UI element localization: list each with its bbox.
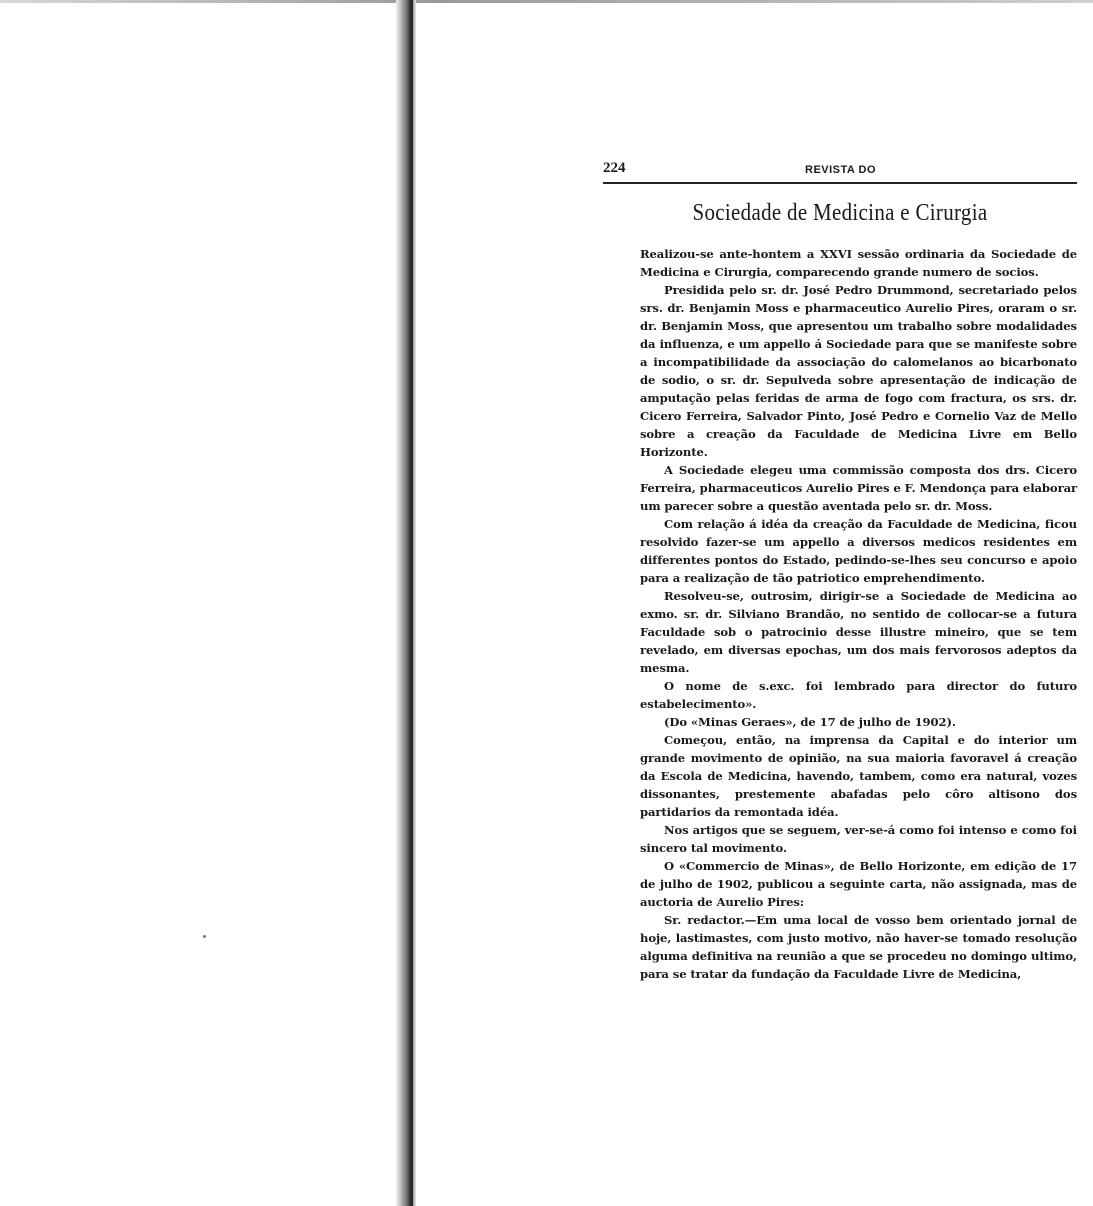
paragraph: A Sociedade elegeu uma commissão composta dos drs. Cicero Ferreira, pharmaceuticos Aurelio Pires e F. Mendonça para elaborar um parecer sobre a questão aventada pelo sr. dr. Moss. bbox=[640, 463, 1077, 513]
book-binding-gutter bbox=[396, 0, 416, 1206]
paragraph: O «Commercio de Minas», de Bello Horizonte, em edição de 17 de julho de 1902, publicou a seguinte carta, não assignada, mas de auctoria de Aurelio Pires: bbox=[640, 859, 1077, 909]
paragraph: Presidida pelo sr. dr. José Pedro Drummond, secretariado pelos srs. dr. Benjamin Moss e pharmaceutico Aurelio Pires, oraram o sr. dr. Benjamin Moss, que apresentou um trabalho sobre modalidades da influenza, e um appello á Sociedade para que se manifeste sobre a incompatibilidade da associação do calomelanos ao bicarbonato de sodio, o sr. dr. Sepulveda sobre apresentação de indicação de amputação pelas feridas de arma de fogo com fractura, os srs. dr. Cicero Ferreira, Salvador Pinto, José Pedro e Cornelio Vaz de Mello sobre a creação da Faculdade de Medicina Livre em Bello Horizonte. bbox=[640, 283, 1077, 459]
scan-top-edge bbox=[0, 0, 1093, 3]
paragraph: Nos artigos que se seguem, ver-se-á como foi intenso e como foi sincero tal movimento. bbox=[640, 823, 1077, 855]
paragraph: Resolveu-se, outrosim, dirigir-se a Sociedade de Medicina ao exmo. sr. dr. Silviano Brandão, no sentido de collocar-se a futura Faculdade sob o patrocinio desse illustre mineiro, que se tem revelado, em diversas epochas, um dos mais fervorosos adeptos da mesma. bbox=[640, 589, 1077, 675]
scan-speck bbox=[203, 935, 206, 938]
running-head bbox=[603, 158, 1077, 184]
section-title: Sociedade de Medicina e Cirurgia bbox=[692, 198, 988, 226]
page-number: 224 bbox=[603, 160, 626, 176]
paragraph: (Do «Minas Geraes», de 17 de julho de 1902). bbox=[664, 715, 956, 729]
article-body bbox=[603, 245, 1077, 983]
paragraph: Realizou-se ante-hontem a XXVI sessão ordinaria da Sociedade de Medicina e Cirurgia, comparecendo grande numero de socios. bbox=[640, 247, 1077, 279]
page-edge-line bbox=[410, 0, 413, 1206]
text-page bbox=[603, 158, 1077, 983]
paragraph: O nome de s.exc. foi lembrado para director do futuro estabelecimento». bbox=[640, 679, 1077, 711]
paragraph: Sr. redactor.—Em uma local de vosso bem orientado jornal de hoje, lastimastes, com justo motivo, não haver-se tomado resolução alguma definitiva na reunião a que se procedeu no domingo ultimo, para se tratar da fundação da Faculdade Livre de Medicina, bbox=[640, 913, 1077, 981]
paragraph: Com relação á idéa da creação da Faculdade de Medicina, ficou resolvido fazer-se um appello a diversos medicos residentes em differentes pontos do Estado, pedindo-se-lhes seu concurso e apoio para a realização de tão patriotico emprehendimento. bbox=[640, 517, 1077, 585]
running-title: REVISTA DO bbox=[805, 164, 877, 176]
paragraph: Começou, então, na imprensa da Capital e do interior um grande movimento de opinião, na sua maioria favoravel á creação da Escola de Medicina, havendo, tambem, como era natural, vozes dissonantes, prestemente abafadas pelo côro altisono dos partidarios da remontada idéa. bbox=[640, 733, 1077, 819]
